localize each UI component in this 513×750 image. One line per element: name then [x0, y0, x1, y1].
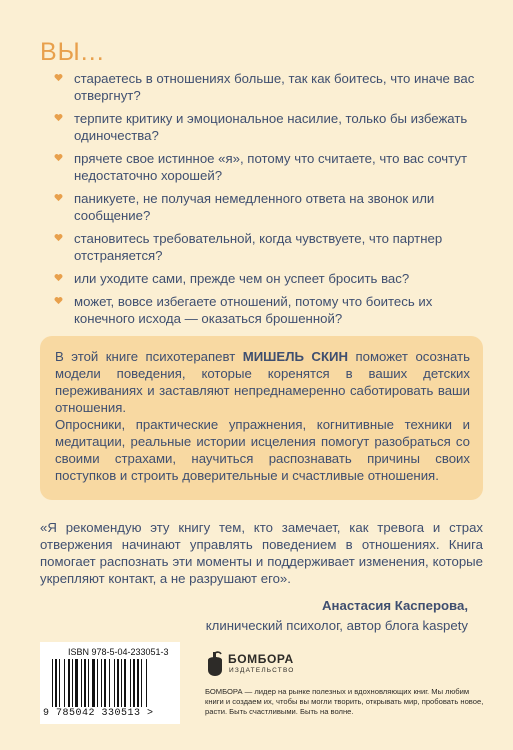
publisher-subtitle: ИЗДАТЕЛЬСТВО — [229, 667, 295, 674]
quote-author-name: Анастасия Касперова, — [322, 598, 468, 613]
description-rest: поможет осознать модели поведения, которые коренятся в ваших детских переживаниях и заставляют непреднамеренно саботировать ваши отношения. — [55, 349, 470, 415]
bombora-logo-icon — [205, 650, 225, 680]
description-lead: В этой книге психотерапевт — [55, 349, 243, 364]
question-item — [64, 293, 484, 327]
description-text — [55, 348, 470, 484]
barcode-digits: 9 785042 330513 > — [43, 708, 154, 719]
question-text: или уходите сами, прежде чем он успеет бросить вас? — [74, 271, 410, 286]
question-item — [64, 70, 484, 104]
question-text: становитесь требовательной, когда чувствуете, что партнер отстраняется? — [74, 231, 443, 263]
question-item — [64, 230, 484, 264]
question-item — [64, 110, 484, 144]
question-text: прячете свое истинное «я», потому что считаете, что вас сочтут недостаточно хорошей? — [74, 151, 468, 183]
question-text: стараетесь в отношениях больше, так как боитесь, что иначе вас отвергнут? — [74, 71, 475, 103]
quote-author — [206, 596, 468, 636]
testimonial-quote: «Я рекомендую эту книгу тем, кто замечает, как тревога и страх отвержения начинают управлять поведением в отношениях. Книга помогает распознать эти моменты и поддерживает изменения, которые укрепляют контакт, а не разрушают его». — [40, 520, 483, 586]
question-list — [64, 70, 484, 333]
question-text: паникуете, не получая немедленного ответа на звонок или сообщение? — [74, 191, 435, 223]
question-item — [64, 190, 484, 224]
author-name: МИШЕЛЬ СКИН — [242, 349, 349, 364]
heart-icon — [54, 153, 63, 162]
isbn-number: ISBN 978-5-04-233051-3 — [68, 647, 169, 657]
heart-icon — [54, 296, 63, 305]
publisher-name: БОМБОРА — [228, 652, 294, 666]
barcode-bars — [50, 659, 172, 709]
heading: ВЫ... — [40, 38, 105, 66]
heart-icon — [54, 113, 63, 122]
question-text: может, вовсе избегаете отношений, потому что боитесь их конечного исхода — оказаться брошенной? — [74, 294, 433, 326]
question-item — [64, 270, 484, 287]
heart-icon — [54, 273, 63, 282]
heart-icon — [54, 73, 63, 82]
heart-icon — [54, 193, 63, 202]
description-paragraph-2: Опросники, практические упражнения, когнитивные техники и медитации, реальные истории исцеления помогут разобраться со своими страхами, научиться распознавать причины своих поступков и строить доверительные и счастливые отношения. — [55, 417, 470, 483]
barcode — [40, 642, 180, 724]
description-card — [40, 336, 483, 500]
publisher-blurb: БОМБОРА — лидер на рынке полезных и вдохновляющих книг. Мы любим книги и создаем их, чтобы вы могли творить, открывать мир, пробовать новое, расти. Быть счастливыми. Быть на волне. — [205, 687, 484, 716]
heart-icon — [54, 233, 63, 242]
quote-author-title: клинический психолог, автор блога kaspety — [205, 618, 468, 633]
question-text: терпите критику и эмоциональное насилие, только бы избежать одиночества? — [74, 111, 468, 143]
description-paragraph — [55, 348, 470, 416]
question-item — [64, 150, 484, 184]
